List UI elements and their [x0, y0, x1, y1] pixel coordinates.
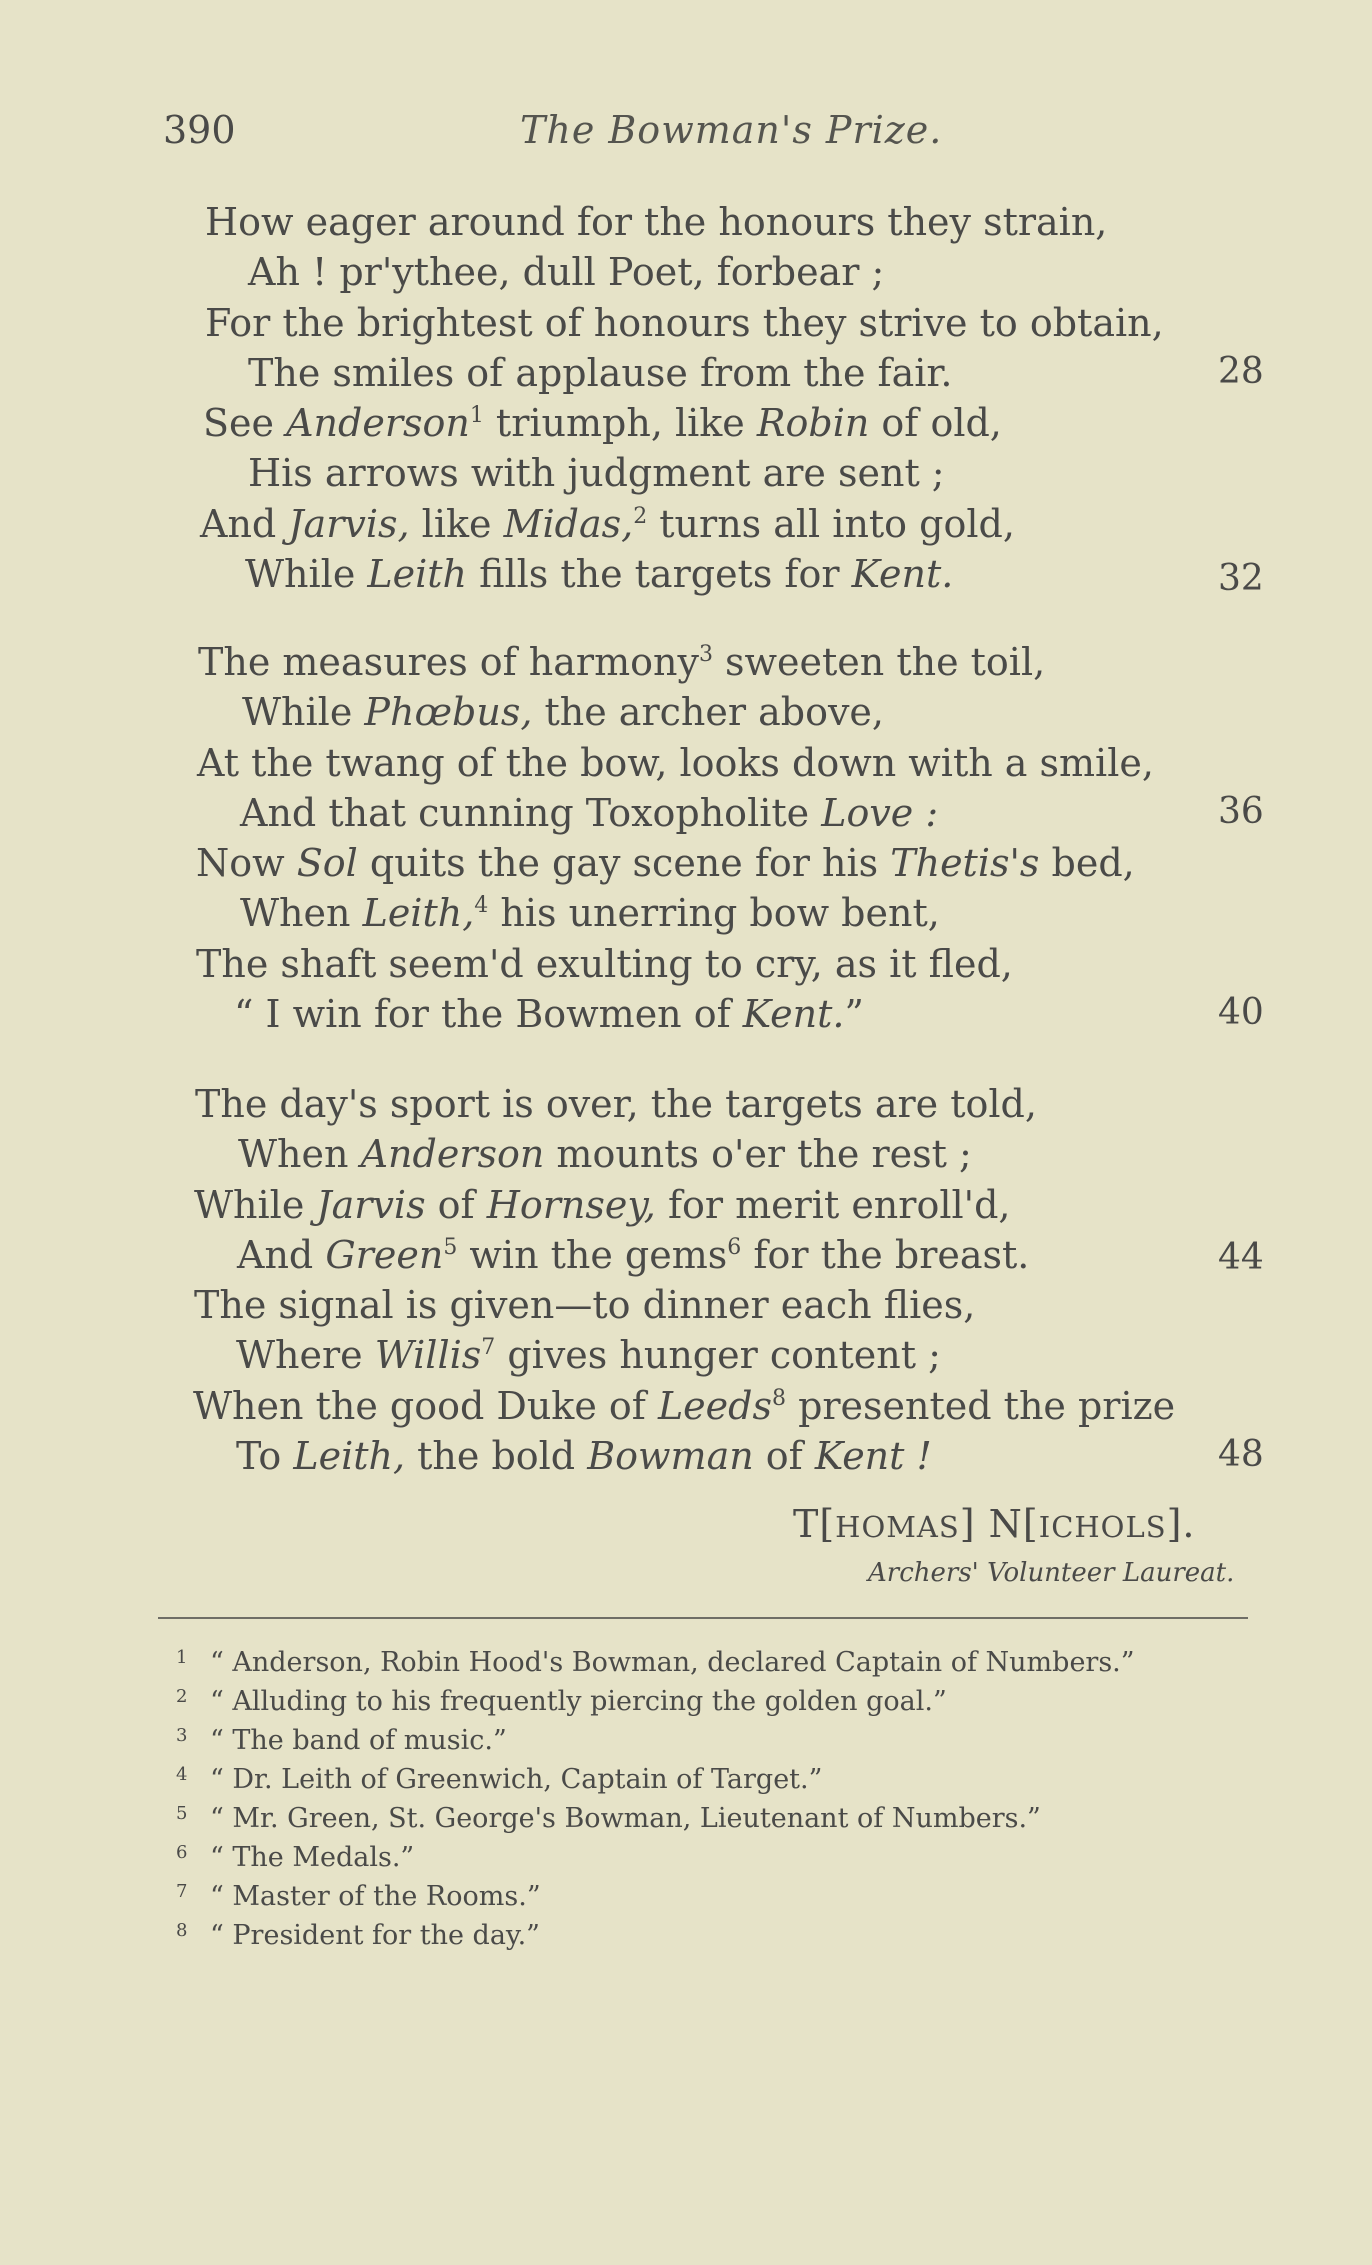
italic-name: Phœbus, [364, 690, 533, 734]
verse-line [0, 502, 1372, 552]
verse-line [0, 640, 1372, 690]
footnote-marker: 4 [474, 893, 489, 918]
verse-text: sweeten the toil, [712, 640, 1046, 684]
footnote-marker: 8 [771, 1386, 786, 1411]
italic-name: Anderson [360, 1132, 545, 1176]
footnote-marker: 3 [698, 642, 713, 667]
verse-text: And [200, 502, 289, 546]
verse-text: While [242, 690, 365, 734]
italic-name: Thetis's [890, 841, 1040, 885]
footnote [0, 1647, 1372, 1685]
verse-text: And that cunning Toxopholite [240, 791, 822, 835]
verse-line [0, 1333, 1372, 1383]
verse-text: the bold [405, 1434, 588, 1478]
footnote [0, 1881, 1372, 1919]
footnote-number: 6 [176, 1842, 188, 1863]
sig-part: HOMAS [835, 1510, 960, 1544]
footnote-number: 1 [176, 1647, 188, 1668]
italic-name: Anderson [286, 401, 470, 445]
line-number: 28 [1218, 351, 1264, 392]
verse-text: of old, [869, 401, 1002, 445]
verse-text: triumph, like [483, 401, 757, 445]
verse-line [0, 690, 1372, 740]
italic-name: Robin [756, 401, 870, 445]
verse-text: Now [196, 841, 297, 885]
footnote-number: 2 [176, 1686, 188, 1707]
verse-line [0, 1132, 1372, 1182]
verse-text: “ I win for the Bowmen of [234, 992, 743, 1036]
footnote [0, 1842, 1372, 1880]
verse-text: presented the prize [785, 1384, 1176, 1428]
verse-text: And [237, 1233, 326, 1277]
verse-text: quits the gay scene for his [357, 841, 891, 885]
verse-text: win the gems [457, 1233, 728, 1277]
line-number: 36 [1218, 791, 1264, 832]
verse-text: gives hunger content ; [495, 1333, 941, 1377]
italic-name: Leith, [362, 891, 475, 935]
footnote-marker: 1 [469, 403, 484, 428]
italic-name: Kent. [851, 552, 954, 596]
verse-line [0, 841, 1372, 891]
verse-text: For the brightest of honours they strive to obtain, [205, 301, 1164, 345]
line-number: 40 [1218, 992, 1264, 1033]
footnote-marker: 6 [727, 1235, 742, 1260]
sig-part: T[ [793, 1502, 836, 1546]
footnote-marker: 7 [481, 1335, 496, 1360]
footnote [0, 1764, 1372, 1802]
italic-name: Green [325, 1233, 444, 1277]
footnote-text: “ Alluding to his frequently piercing the golden goal.” [210, 1686, 947, 1717]
line-number: 48 [1218, 1434, 1264, 1475]
verse-text: for the breast. [741, 1233, 1030, 1277]
italic-name: Willis [374, 1333, 482, 1377]
verse-line [0, 250, 1372, 300]
verse-line [0, 1233, 1372, 1283]
verse-line [0, 200, 1372, 250]
italic-name: Kent. [742, 992, 845, 1036]
verse-text: To [236, 1434, 294, 1478]
footnote-number: 3 [176, 1725, 188, 1746]
verse-text: the archer above, [532, 690, 884, 734]
sig-part: ]. [1166, 1502, 1196, 1546]
sig-part: ICHOLS [1038, 1510, 1167, 1544]
footnote [0, 1920, 1372, 1958]
verse-text: His arrows with judgment are sent ; [248, 451, 945, 495]
footnote [0, 1803, 1372, 1841]
verse-text: his unerring bow bent, [488, 891, 940, 935]
page-number: 390 [163, 108, 236, 152]
verse-line [0, 791, 1372, 841]
verse-line [0, 1434, 1372, 1484]
footnote [0, 1686, 1372, 1724]
italic-name: Hornsey, [486, 1183, 656, 1227]
verse-text: See [203, 401, 287, 445]
italic-name: Sol [296, 841, 358, 885]
footnote-number: 5 [176, 1803, 188, 1824]
italic-name: Love : [821, 791, 939, 835]
verse-text: bed, [1039, 841, 1135, 885]
sig-part: ] N[ [959, 1502, 1039, 1546]
author-title: Archers' Volunteer Laureat. [868, 1558, 1235, 1588]
verse-text: The measures of harmony [198, 640, 699, 684]
footnote-text: “ The band of music.” [210, 1725, 507, 1756]
verse-line [0, 992, 1372, 1042]
verse-text: The signal is given—to dinner each flies, [194, 1283, 976, 1327]
verse-text: like [409, 502, 504, 546]
verse-line [0, 891, 1372, 941]
italic-name: Leith [367, 552, 468, 596]
verse-text: Where [236, 1333, 375, 1377]
verse-line [0, 1082, 1372, 1132]
footnote-text: “ President for the day.” [210, 1920, 540, 1951]
verse-text: turns all into gold, [647, 502, 1015, 546]
footnote [0, 1725, 1372, 1763]
footnote-divider [158, 1617, 1248, 1619]
italic-name: Leith, [293, 1434, 406, 1478]
verse-text: The shaft seem'd exulting to cry, as it fled, [196, 942, 1013, 986]
footnote-marker: 5 [443, 1235, 458, 1260]
verse-text: The day's sport is over, the targets are told, [195, 1082, 1037, 1126]
verse-text: How eager around for the honours they strain, [205, 200, 1108, 244]
verse-line [0, 301, 1372, 351]
italic-name: Bowman [587, 1434, 754, 1478]
verse-text: While [194, 1183, 317, 1227]
verse-text: The smiles of applause from the fair. [248, 351, 953, 395]
footnote-text: “ Anderson, Robin Hood's Bowman, declared Captain of Numbers.” [210, 1647, 1135, 1678]
verse-text: Ah ! pr'ythee, dull Poet, forbear ; [248, 250, 885, 294]
footnote-text: “ Mr. Green, St. George's Bowman, Lieutenant of Numbers.” [210, 1803, 1041, 1834]
verse-text: for merit enroll'd, [655, 1183, 1011, 1227]
italic-name: Midas, [503, 502, 634, 546]
verse-text: When the good Duke of [193, 1384, 658, 1428]
footnote-number: 7 [176, 1881, 188, 1902]
italic-name: Leeds [657, 1384, 772, 1428]
verse-line [0, 552, 1372, 602]
footnote-text: “ The Medals.” [210, 1842, 415, 1873]
page-header [0, 108, 1372, 158]
verse-text: mounts o'er the rest ; [544, 1132, 972, 1176]
verse-line [0, 451, 1372, 501]
verse-text: While [245, 552, 368, 596]
italic-name: Jarvis, [288, 502, 410, 546]
line-number: 32 [1218, 558, 1264, 599]
verse-line [0, 942, 1372, 992]
verse-text: At the twang of the bow, looks down with a smile, [197, 741, 1154, 785]
italic-name: Jarvis [316, 1183, 426, 1227]
footnote-text: “ Master of the Rooms.” [210, 1881, 541, 1912]
running-title: The Bowman's Prize. [520, 108, 943, 152]
footnote-number: 4 [176, 1764, 188, 1785]
verse-line [0, 1183, 1372, 1233]
verse-line [0, 1384, 1372, 1434]
italic-name: Kent ! [814, 1434, 932, 1478]
verse-text: fills the targets for [467, 552, 852, 596]
verse-text: When [238, 1132, 361, 1176]
verse-text: of [753, 1434, 815, 1478]
footnote-marker: 2 [633, 504, 648, 529]
verse-text: ” [844, 992, 864, 1036]
footnote-number: 8 [176, 1920, 188, 1941]
footnote-text: “ Dr. Leith of Greenwich, Captain of Target.” [210, 1764, 823, 1795]
author-signature [793, 1502, 1195, 1546]
line-number: 44 [1218, 1237, 1264, 1278]
verse-text: When [240, 891, 363, 935]
verse-text: of [425, 1183, 487, 1227]
verse-line [0, 1283, 1372, 1333]
verse-line [0, 351, 1372, 401]
verse-line [0, 741, 1372, 791]
verse-line [0, 401, 1372, 451]
